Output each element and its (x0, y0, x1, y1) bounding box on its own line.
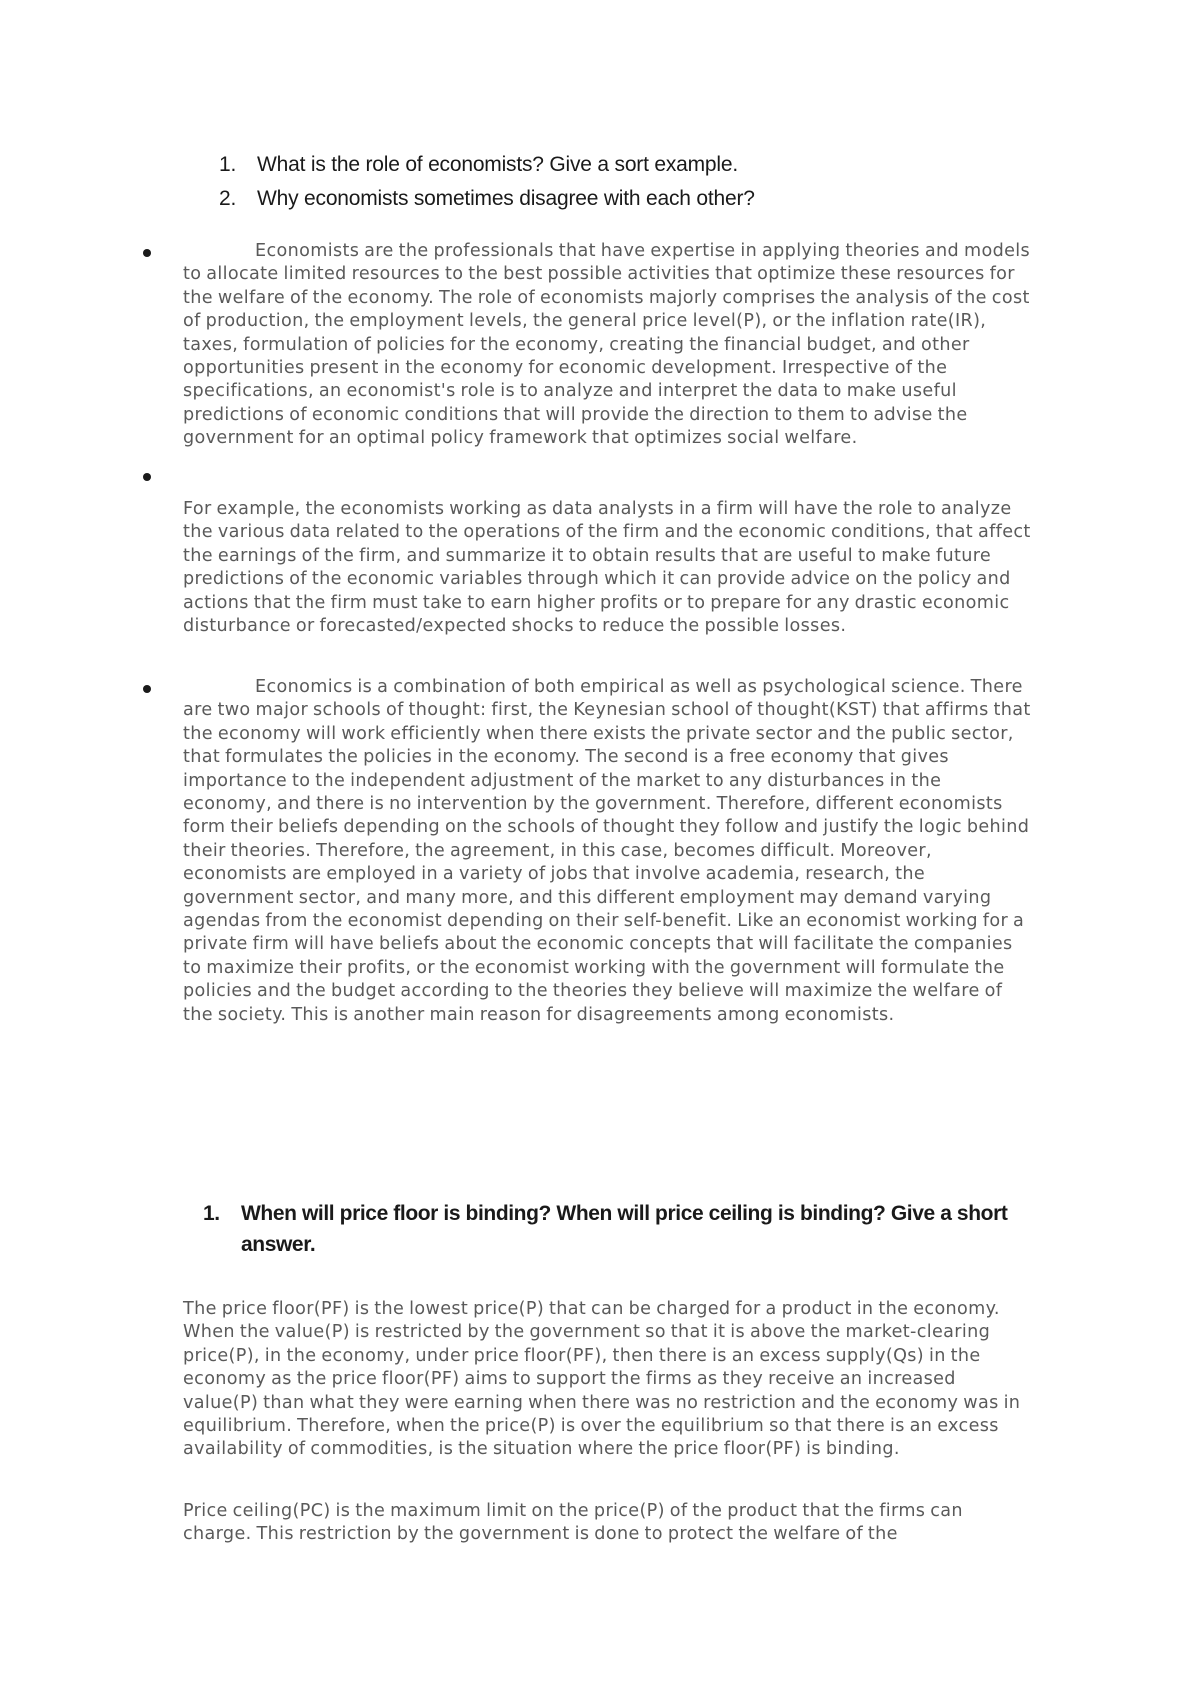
question-text: What is the role of economists? Give a sort example. (257, 153, 738, 176)
question-text: When will price floor is binding? When will price ceiling is binding? Give a short answer. (241, 1202, 1008, 1256)
bullet-icon (143, 685, 151, 693)
question-item (203, 1198, 1031, 1260)
question-item (219, 186, 1077, 212)
price-floor-paragraph: The price floor(PF) is the lowest price(P) that can be charged for a product in the economy. When the value(P) is restricted by the government so that it is above the market-clearing price(P), in the economy, under price floor(PF), then there is an excess supply(Qs) in the economy as the price floor(PF) aims to support the firms as they receive an increased value(P) than what they were earning when there was no restriction and the economy was in equilibrium. Therefore, when the price(P) is over the equilibrium so that there is an excess availability of commodities, is the situation where the price floor(PF) is binding. (183, 1299, 1021, 1460)
question-list-1 (219, 152, 1077, 220)
question-item (219, 152, 1077, 178)
answer-bullet-3 (183, 676, 1033, 1027)
answer-bullet-1 (183, 240, 1033, 451)
price-ceiling-paragraph: Price ceiling(PC) is the maximum limit on the price(P) of the product that the firms can charge. This restriction by the government is done to protect the welfare of the (183, 1501, 963, 1545)
answer-paragraph: For example, the economists working as data analysts in a firm will have the role to analyze the various data related to the operations of the firm and the economic conditions, that affect the earnings of the firm, and summarize it to obtain results that are useful to make future predictions of the economic variables through which it can provide advice on the policy and actions that the firm must take to earn higher profits or to prepare for any drastic economic disturbance or forecasted/expected shocks to reduce the possible losses. (183, 499, 1031, 637)
answer-paragraph: Economists are the professionals that have expertise in applying theories and models to allocate limited resources to the best possible activities that optimize these resources for the welfare of the economy. The role of economists majorly comprises the analysis of the cost of production, the employment levels, the general price level(P), or the inflation rate(IR), taxes, formulation of policies for the economy, creating the financial budget, and other opportunities present in the economy for economic development. Irrespective of the specifications, an economist's role is to analyze and interpret the data to make useful predictions of economic conditions that will provide the direction to them to advise the government for an optimal policy framework that optimizes social welfare. (183, 241, 1031, 449)
answer-paragraph: Economics is a combination of both empirical as well as psychological science. There are two major schools of thought: first, the Keynesian school of thought(KST) that affirms that the economy will work efficiently when there exists the private sector and the public sector, that formulates the policies in the economy. The second is a free economy that gives importance to the independent adjustment of the market to any disturbances in the economy, and there is no intervention by the government. Therefore, different economists form their beliefs depending on the schools of thought they follow and justify the logic behind their theories. Therefore, the agreement, in this case, becomes difficult. Moreover, economists are employed in a variety of jobs that involve academia, research, the government sector, and many more, and this different employment may demand varying agendas from the economist depending on their self-benefit. Like an economist working for a private firm will have beliefs about the economic concepts that will facilitate the companies to maximize their profits, or the economist working with the government will formulate the policies and the budget according to the theories they believe will maximize the welfare of the society. This is another main reason for disagreements among economists. (183, 677, 1031, 1025)
bullet-icon (143, 249, 151, 257)
answer-bullet-2 (183, 498, 1033, 638)
bullet-icon (143, 473, 151, 481)
question-number: 1. (219, 153, 237, 176)
question-number: 1. (203, 1202, 220, 1225)
question-list-2 (203, 1198, 1031, 1260)
question-number: 2. (219, 187, 237, 210)
question-text: Why economists sometimes disagree with each other? (257, 187, 755, 210)
